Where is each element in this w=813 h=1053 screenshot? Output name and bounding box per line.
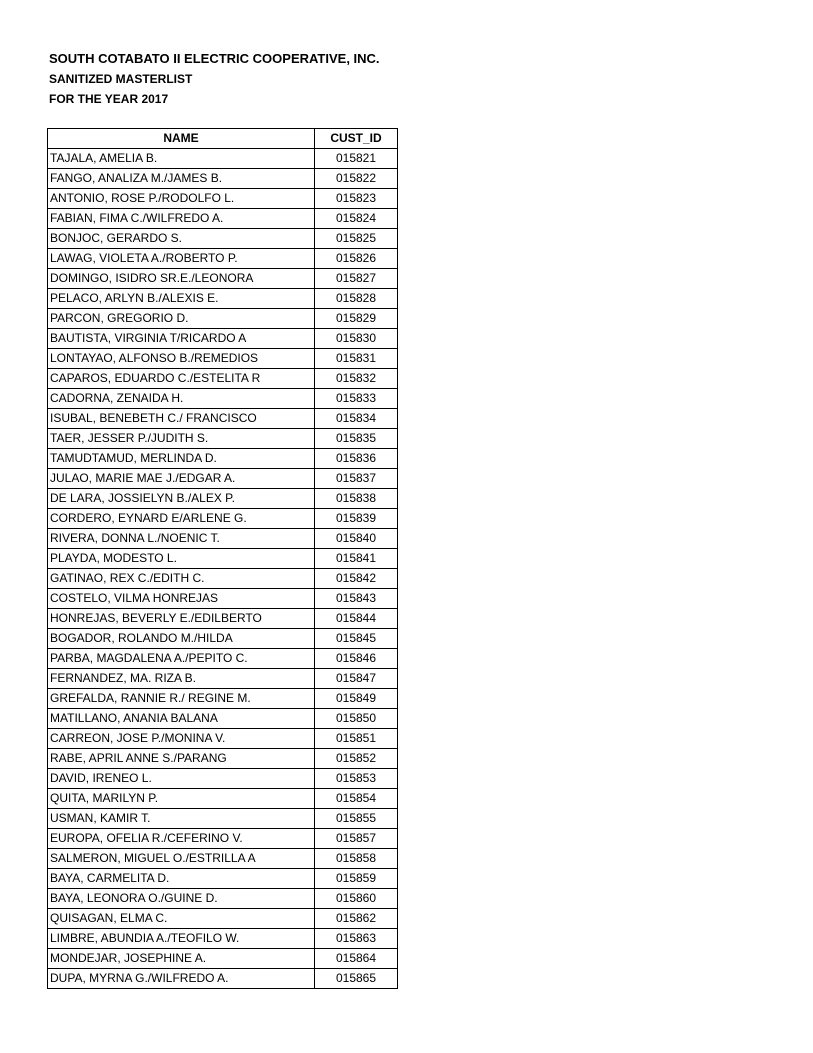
customer-id-cell: 015862 — [315, 909, 398, 929]
customer-name-cell: BAYA, CARMELITA D. — [48, 869, 315, 889]
document-title: SANITIZED MASTERLIST — [49, 72, 193, 86]
customer-id-cell: 015858 — [315, 849, 398, 869]
customer-name-cell: TAMUDTAMUD, MERLINDA D. — [48, 449, 315, 469]
table-row — [48, 549, 398, 569]
table-row — [48, 469, 398, 489]
customer-name-cell: RABE, APRIL ANNE S./PARANG — [48, 749, 315, 769]
table-row — [48, 849, 398, 869]
customer-name-cell: DUPA, MYRNA G./WILFREDO A. — [48, 969, 315, 989]
customer-name-cell: DAVID, IRENEO L. — [48, 769, 315, 789]
customer-id-cell: 015847 — [315, 669, 398, 689]
customer-name-cell: USMAN, KAMIR T. — [48, 809, 315, 829]
customer-name-cell: BONJOC, GERARDO S. — [48, 229, 315, 249]
table-row — [48, 669, 398, 689]
customer-id-cell: 015822 — [315, 169, 398, 189]
customer-name-cell: SALMERON, MIGUEL O./ESTRILLA A — [48, 849, 315, 869]
customer-id-cell: 015841 — [315, 549, 398, 569]
customer-name-cell: EUROPA, OFELIA R./CEFERINO V. — [48, 829, 315, 849]
customer-name-cell: BAYA, LEONORA O./GUINE D. — [48, 889, 315, 909]
customer-id-cell: 015840 — [315, 529, 398, 549]
customer-name-cell: CORDERO, EYNARD E/ARLENE G. — [48, 509, 315, 529]
customer-name-cell: CARREON, JOSE P./MONINA V. — [48, 729, 315, 749]
customer-id-cell: 015852 — [315, 749, 398, 769]
customer-id-cell: 015843 — [315, 589, 398, 609]
customer-name-cell: LONTAYAO, ALFONSO B./REMEDIOS — [48, 349, 315, 369]
masterlist-table — [47, 128, 398, 989]
customer-id-cell: 015854 — [315, 789, 398, 809]
customer-id-cell: 015836 — [315, 449, 398, 469]
customer-name-cell: CAPAROS, EDUARDO C./ESTELITA R — [48, 369, 315, 389]
table-row — [48, 909, 398, 929]
table-row — [48, 489, 398, 509]
customer-id-cell: 015845 — [315, 629, 398, 649]
customer-id-cell: 015833 — [315, 389, 398, 409]
customer-name-cell: PELACO, ARLYN B./ALEXIS E. — [48, 289, 315, 309]
customer-id-cell: 015865 — [315, 969, 398, 989]
table-row — [48, 449, 398, 469]
table-row — [48, 829, 398, 849]
customer-id-cell: 015827 — [315, 269, 398, 289]
customer-id-cell: 015846 — [315, 649, 398, 669]
customer-id-cell: 015826 — [315, 249, 398, 269]
customer-id-cell: 015850 — [315, 709, 398, 729]
customer-name-cell: COSTELO, VILMA HONREJAS — [48, 589, 315, 609]
customer-id-cell: 015842 — [315, 569, 398, 589]
table-row — [48, 229, 398, 249]
table-row — [48, 629, 398, 649]
table-row — [48, 929, 398, 949]
customer-id-cell: 015828 — [315, 289, 398, 309]
customer-id-cell: 015859 — [315, 869, 398, 889]
customer-id-cell: 015835 — [315, 429, 398, 449]
customer-name-cell: ANTONIO, ROSE P./RODOLFO L. — [48, 189, 315, 209]
customer-name-cell: RIVERA, DONNA L./NOENIC T. — [48, 529, 315, 549]
table-row — [48, 249, 398, 269]
header-row — [48, 129, 398, 149]
customer-id-cell: 015839 — [315, 509, 398, 529]
customer-name-cell: ISUBAL, BENEBETH C./ FRANCISCO — [48, 409, 315, 429]
customer-name-cell: GREFALDA, RANNIE R./ REGINE M. — [48, 689, 315, 709]
table-row — [48, 889, 398, 909]
customer-name-cell: TAJALA, AMELIA B. — [48, 149, 315, 169]
customer-name-cell: FERNANDEZ, MA. RIZA B. — [48, 669, 315, 689]
customer-id-cell: 015830 — [315, 329, 398, 349]
customer-name-cell: PARBA, MAGDALENA A./PEPITO C. — [48, 649, 315, 669]
column-header-name: NAME — [48, 129, 315, 149]
table-row — [48, 509, 398, 529]
customer-name-cell: PLAYDA, MODESTO L. — [48, 549, 315, 569]
customer-name-cell: FANGO, ANALIZA M./JAMES B. — [48, 169, 315, 189]
organization-name: SOUTH COTABATO II ELECTRIC COOPERATIVE, INC. — [49, 51, 380, 66]
table-row — [48, 869, 398, 889]
customer-id-cell: 015864 — [315, 949, 398, 969]
table-row — [48, 969, 398, 989]
table-row — [48, 309, 398, 329]
customer-id-cell: 015823 — [315, 189, 398, 209]
customer-id-cell: 015851 — [315, 729, 398, 749]
customer-id-cell: 015849 — [315, 689, 398, 709]
table-row — [48, 649, 398, 669]
table-row — [48, 409, 398, 429]
table-row — [48, 769, 398, 789]
table-row — [48, 529, 398, 549]
table-row — [48, 709, 398, 729]
customer-name-cell: HONREJAS, BEVERLY E./EDILBERTO — [48, 609, 315, 629]
table-row — [48, 329, 398, 349]
customer-name-cell: GATINAO, REX C./EDITH C. — [48, 569, 315, 589]
customer-name-cell: PARCON, GREGORIO D. — [48, 309, 315, 329]
table-row — [48, 349, 398, 369]
customer-id-cell: 015821 — [315, 149, 398, 169]
customer-id-cell: 015853 — [315, 769, 398, 789]
table-row — [48, 289, 398, 309]
customer-name-cell: BAUTISTA, VIRGINIA T/RICARDO A — [48, 329, 315, 349]
customer-name-cell: JULAO, MARIE MAE J./EDGAR A. — [48, 469, 315, 489]
customer-name-cell: QUISAGAN, ELMA C. — [48, 909, 315, 929]
table-body — [48, 149, 398, 989]
customer-id-cell: 015825 — [315, 229, 398, 249]
table-header — [48, 129, 398, 149]
table-row — [48, 749, 398, 769]
table-row — [48, 569, 398, 589]
customer-id-cell: 015863 — [315, 929, 398, 949]
customer-id-cell: 015855 — [315, 809, 398, 829]
customer-id-cell: 015834 — [315, 409, 398, 429]
customer-id-cell: 015831 — [315, 349, 398, 369]
customer-name-cell: CADORNA, ZENAIDA H. — [48, 389, 315, 409]
table-row — [48, 729, 398, 749]
table-row — [48, 369, 398, 389]
table-row — [48, 949, 398, 969]
table-row — [48, 189, 398, 209]
customer-name-cell: DE LARA, JOSSIELYN B./ALEX P. — [48, 489, 315, 509]
customer-name-cell: QUITA, MARILYN P. — [48, 789, 315, 809]
customer-name-cell: LAWAG, VIOLETA A./ROBERTO P. — [48, 249, 315, 269]
table-row — [48, 809, 398, 829]
table-row — [48, 149, 398, 169]
document-header — [49, 49, 380, 109]
customer-id-cell: 015860 — [315, 889, 398, 909]
customer-name-cell: MONDEJAR, JOSEPHINE A. — [48, 949, 315, 969]
customer-id-cell: 015844 — [315, 609, 398, 629]
table-row — [48, 209, 398, 229]
table-row — [48, 269, 398, 289]
customer-name-cell: DOMINGO, ISIDRO SR.E./LEONORA — [48, 269, 315, 289]
customer-id-cell: 015832 — [315, 369, 398, 389]
year-line: FOR THE YEAR 2017 — [49, 92, 169, 106]
customer-name-cell: LIMBRE, ABUNDIA A./TEOFILO W. — [48, 929, 315, 949]
customer-id-cell: 015838 — [315, 489, 398, 509]
customer-name-cell: BOGADOR, ROLANDO M./HILDA — [48, 629, 315, 649]
table-row — [48, 789, 398, 809]
customer-id-cell: 015824 — [315, 209, 398, 229]
table-row — [48, 689, 398, 709]
column-header-cust-id: CUST_ID — [315, 129, 398, 149]
customer-id-cell: 015829 — [315, 309, 398, 329]
table-row — [48, 609, 398, 629]
table-row — [48, 589, 398, 609]
table-row — [48, 169, 398, 189]
customer-id-cell: 015857 — [315, 829, 398, 849]
table-row — [48, 429, 398, 449]
customer-name-cell: MATILLANO, ANANIA BALANA — [48, 709, 315, 729]
customer-name-cell: FABIAN, FIMA C./WILFREDO A. — [48, 209, 315, 229]
table-row — [48, 389, 398, 409]
customer-name-cell: TAER, JESSER P./JUDITH S. — [48, 429, 315, 449]
customer-id-cell: 015837 — [315, 469, 398, 489]
